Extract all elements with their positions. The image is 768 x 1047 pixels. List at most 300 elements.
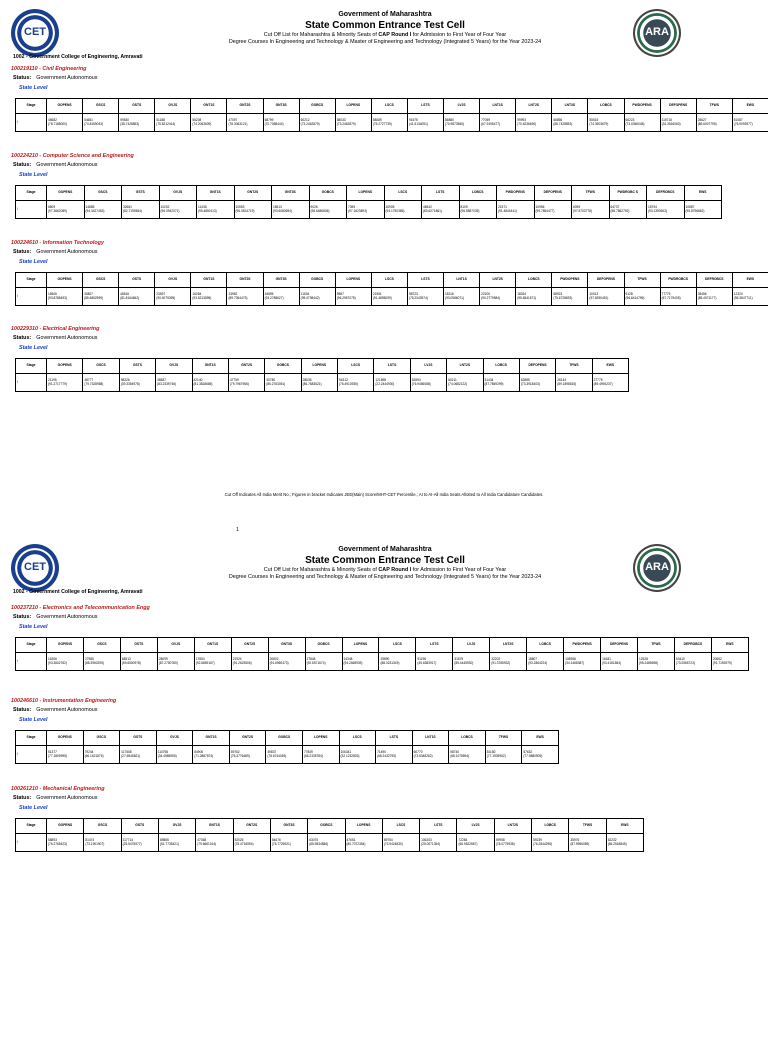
merit-number: 54312 [339, 379, 372, 383]
category-header: GNT2S [228, 359, 264, 374]
merit-number: 7359 [348, 206, 383, 210]
category-header: GNT1S [193, 731, 230, 746]
category-header: GSTS [120, 638, 157, 653]
cutoff-cell [156, 374, 192, 392]
cutoff-cell [339, 746, 376, 764]
percentile: (66.9522587) [458, 843, 492, 847]
category-header: DEFOPENS [601, 638, 638, 653]
merit-number: 38587 [157, 379, 190, 383]
percentile: (25.5475977) [123, 843, 157, 847]
percentile: (91.2717779) [48, 383, 81, 387]
cutoff-cell [83, 114, 119, 132]
cutoff-cell [490, 653, 527, 671]
cutoff-cell [335, 114, 371, 132]
percentile: (73.1901907) [85, 843, 119, 847]
percentile: (79.7328958) [84, 383, 117, 387]
cutoff-cell [308, 834, 345, 852]
cutoff-cell [309, 201, 347, 219]
merit-number: 46542 [423, 206, 458, 210]
percentile: (65.9834586) [309, 843, 343, 847]
course-title: 100219110 - Civil Engineering [11, 66, 86, 72]
merit-number: 21195 [48, 379, 81, 383]
category-header: GNT1S [194, 638, 231, 653]
cutoff-cell [624, 288, 660, 306]
category-header: GNT3S [263, 99, 299, 114]
merit-number: 10887 [686, 206, 721, 210]
cutoff-cell [534, 201, 572, 219]
merit-number: 51180 [487, 751, 521, 755]
merit-number: 117714 [123, 839, 157, 843]
cutoff-cell [157, 653, 194, 671]
cutoff-cell [159, 201, 197, 219]
percentile: (92.6859167) [196, 662, 230, 666]
percentile: (95.3847711) [734, 297, 767, 301]
category-header: LOBCS [449, 731, 486, 746]
category-header: GNT2S [233, 819, 270, 834]
category-header: GOBCS [266, 731, 303, 746]
category-header: GNT2S [229, 731, 266, 746]
category-header: GNT3S [270, 819, 307, 834]
cutoff-cell [660, 288, 696, 306]
course-title: 100224210 - Computer Science and Engineering [11, 153, 134, 159]
cutoff-cell [47, 653, 84, 671]
percentile: (95.8796862) [686, 210, 721, 214]
cutoff-cell [379, 653, 416, 671]
status-value: Government Autonomous [36, 707, 97, 713]
merit-number: 11634 [301, 293, 334, 297]
category-header: GOBCS [308, 819, 345, 834]
category-header: LOPENS [335, 273, 371, 288]
cutoff-cell [457, 834, 494, 852]
cutoff-cell [684, 201, 722, 219]
category-header: LSCS [339, 731, 376, 746]
course-status [13, 707, 97, 713]
cutoff-cell [156, 746, 193, 764]
category-header: TFWS [572, 186, 610, 201]
status-label: Status: [13, 335, 31, 341]
cutoff-cell [83, 374, 119, 392]
merit-number: 25890 [380, 658, 414, 662]
cutoff-cell [47, 746, 84, 764]
merit-number: 106341 [341, 751, 375, 755]
category-header: LOBCS [459, 186, 497, 201]
percentile: (76.2765423) [48, 843, 82, 847]
cet-logo-icon: CET [11, 9, 59, 57]
percentile: (94.1750385) [386, 210, 421, 214]
cutoff-cell [342, 653, 379, 671]
cutoff-cell [569, 834, 606, 852]
percentile: (86.7683621) [303, 383, 336, 387]
cutoff-cell [299, 288, 335, 306]
cutoff-cell [155, 288, 191, 306]
merit-number: 60212 [301, 119, 334, 123]
course-status [13, 335, 97, 341]
footnote: Cut Off Indicates All India Merit No.; Figures in bracket Indicates JEE(Main) Score/MHT-CET Percentile.; AI to AI-All India Seats Allotted to All India Candidature Candidates. [0, 492, 768, 497]
merit-number: 47759 [230, 379, 263, 383]
category-header: GNT2S [227, 99, 263, 114]
cutoff-cell [494, 834, 531, 852]
cutoff-cell [84, 834, 121, 852]
merit-number: 71490 [377, 751, 411, 755]
percentile: (73.5348262) [414, 755, 448, 759]
cutoff-cell [231, 653, 268, 671]
status-value: Government Autonomous [36, 795, 97, 801]
category-header: LNT1S [480, 99, 516, 114]
cell-title: State Common Entrance Test Cell [120, 555, 650, 566]
cutoff-cell [302, 746, 339, 764]
percentile: (85.4862599) [84, 297, 117, 301]
ara-logo-icon: ARA [633, 544, 681, 592]
category-header: GOBCS [305, 638, 342, 653]
percentile: (75.6728693) [553, 297, 586, 301]
cutoff-cell [227, 288, 263, 306]
category-header: LNT2S [516, 99, 552, 114]
percentile: (93.2788627) [265, 297, 298, 301]
merit-number: 28636 [303, 379, 336, 383]
cutoff-cell [624, 114, 660, 132]
category-header: GSCS [83, 359, 119, 374]
cutoff-cell [84, 201, 122, 219]
category-header: PWDROBC S [609, 186, 647, 201]
merit-number: 15506 [48, 293, 81, 297]
category-header: LSTS [407, 99, 443, 114]
percentile: (96.6486836) [311, 210, 346, 214]
percentile: (89.6007795) [698, 123, 731, 127]
merit-number: 91575 [409, 119, 442, 123]
merit-number: 18807 [528, 658, 562, 662]
merit-number: 62232 [608, 839, 642, 843]
table-header-row [16, 731, 559, 746]
cutoff-cell [301, 374, 337, 392]
merit-number: 35456 [698, 293, 731, 297]
course-level: State Level [19, 172, 47, 178]
merit-number: 57632 [523, 751, 557, 755]
cutoff-cell [338, 374, 374, 392]
cutoff-cell [119, 374, 155, 392]
category-header: TFWS [485, 731, 522, 746]
cutoff-cell [483, 374, 519, 392]
merit-number: 16905 [386, 206, 421, 210]
cutoff-cell [155, 114, 191, 132]
course-status [13, 249, 97, 255]
cutoff-cell [121, 834, 158, 852]
percentile: (77.1809995) [48, 755, 82, 759]
percentile: (25.0071354) [421, 843, 455, 847]
merit-number: 77059 [481, 119, 514, 123]
cutoff-cell [572, 201, 610, 219]
percentile: (91.4844441) [498, 210, 533, 214]
percentile: (66.1621876) [85, 755, 119, 759]
merit-number: 26144 [557, 379, 590, 383]
cutoff-cell [601, 653, 638, 671]
percentile: (96.8587035) [461, 210, 496, 214]
percentile: (67.7175405) [662, 297, 695, 301]
merit-number: 99993 [517, 119, 550, 123]
status-value: Government Autonomous [36, 162, 97, 168]
percentile: (39.3354978) [121, 383, 154, 387]
cutoff-cell [497, 201, 535, 219]
merit-number: 63075 [309, 839, 343, 843]
merit-number: 77775 [662, 293, 695, 297]
merit-number: 117508 [121, 751, 155, 755]
course-title: 100229310 - Electrical Engineering [11, 326, 99, 332]
merit-number: 108958 [565, 658, 599, 662]
category-header: GNT3S [272, 186, 310, 201]
percentile: (38.7428853) [120, 123, 153, 127]
merit-number: 54676 [272, 839, 306, 843]
stage-value: I [16, 653, 47, 671]
cutoff-cell [47, 114, 83, 132]
cutoff-cell [382, 834, 419, 852]
percentile: (81.8164662) [120, 297, 153, 301]
category-header: LOPENS [301, 359, 337, 374]
percentile: (96.6414796) [626, 297, 659, 301]
category-header: GNT2S [234, 186, 272, 201]
merit-number: 9128 [626, 293, 659, 297]
category-header: GVJS [157, 638, 194, 653]
merit-number: 68513 [122, 658, 156, 662]
percentile: (78.7188000) [48, 123, 81, 127]
category-header: EWS [522, 731, 559, 746]
course-level: State Level [19, 85, 47, 91]
stage-header: Stage [16, 819, 47, 834]
cutoff-cell [122, 201, 160, 219]
percentile: (73.9424830) [384, 843, 418, 847]
category-header: GSTS [119, 359, 155, 374]
percentile: (93.5213895) [192, 297, 225, 301]
percentile: (71.2887874) [194, 755, 228, 759]
merit-number: 79244 [85, 751, 119, 755]
category-header: LSTS [416, 638, 453, 653]
cutoff-cell [268, 653, 305, 671]
percentile: (93.8788493) [48, 297, 81, 301]
cutoff-table [15, 637, 749, 671]
percentile: (76.4913935) [339, 383, 372, 387]
merit-number: 28099 [159, 658, 193, 662]
category-header: GNT1S [192, 359, 228, 374]
category-header: EWS [732, 273, 768, 288]
percentile: (74.3503679) [589, 123, 622, 127]
percentile: (22.2444930) [375, 383, 408, 387]
merit-number: 16306 [48, 658, 82, 662]
percentile: (95.2485698) [639, 662, 673, 666]
category-header: LVJS [457, 819, 494, 834]
percentile: (77.1905952) [487, 755, 521, 759]
merit-number: 52026 [235, 839, 269, 843]
table-header-row [16, 819, 644, 834]
merit-number: 48516 [120, 293, 153, 297]
cutoff-cell [345, 834, 382, 852]
cutoff-cell [516, 288, 552, 306]
percentile: (87.7859299) [485, 383, 518, 387]
cutoff-cell [660, 114, 696, 132]
category-header: GVJS [159, 186, 197, 201]
category-header: GSCS [83, 731, 120, 746]
merit-number: 20662 [713, 658, 747, 662]
category-header: GSTS [119, 273, 155, 288]
stage-value: I [16, 288, 47, 306]
category-header: EWS [592, 359, 628, 374]
cutoff-cell [696, 288, 732, 306]
cutoff-cell [407, 114, 443, 132]
course-level: State Level [19, 805, 47, 811]
category-header: LOPENS [345, 819, 382, 834]
merit-number: 91196 [417, 658, 451, 662]
percentile: (93.4161584) [602, 662, 636, 666]
cutoff-cell [588, 288, 624, 306]
cutoff-table [15, 818, 644, 852]
stage-value: I [16, 374, 47, 392]
merit-number: 58033 [337, 119, 370, 123]
merit-number: 60211 [448, 379, 481, 383]
cutoff-cell [552, 288, 588, 306]
category-header: GSCS [84, 186, 122, 201]
merit-number: 89754 [384, 839, 418, 843]
merit-number: 23952 [228, 293, 261, 297]
merit-number: 106203 [421, 839, 455, 843]
cutoff-cell [265, 374, 301, 392]
category-header: GVJS [155, 99, 191, 114]
category-header: LSCS [379, 638, 416, 653]
category-header: LNT1S [444, 273, 480, 288]
cutoff-cell [233, 834, 270, 852]
cutoff-cell [191, 288, 227, 306]
merit-number: 77849 [304, 751, 338, 755]
cutoff-cell [412, 746, 449, 764]
merit-number: 25627 [698, 119, 731, 123]
merit-number: 17854 [196, 658, 230, 662]
table-header-row [16, 638, 749, 653]
merit-number: 58923 [553, 293, 586, 297]
merit-number: 16284 [192, 293, 225, 297]
cutoff-cell [335, 288, 371, 306]
category-header: GSTS [122, 186, 160, 201]
cutoff-cell [197, 201, 235, 219]
percentile: (80.6271861) [423, 210, 458, 214]
status-value: Government Autonomous [36, 614, 97, 620]
percentile: (76.9456088) [412, 383, 445, 387]
merit-number: 18116 [445, 293, 478, 297]
percentile: (91.7193979) [713, 662, 747, 666]
merit-number: 10013 [589, 293, 622, 297]
cutoff-cell [196, 834, 233, 852]
cutoff-cell [228, 374, 264, 392]
percentile: (93.1390603) [648, 210, 683, 214]
cutoff-cell [371, 288, 407, 306]
category-header: GNT1S [196, 819, 233, 834]
cutoff-cell [592, 374, 628, 392]
percentile: (96.0942071) [161, 210, 196, 214]
merit-number: 63410 [676, 658, 710, 662]
merit-number: 21924 [233, 658, 267, 662]
category-header: GNT3S [263, 273, 299, 288]
category-header: GOBCS [309, 186, 347, 201]
percentile: (68.7428853) [553, 123, 586, 127]
percentile: (95.6541571) [517, 297, 550, 301]
category-header: LSTS [420, 819, 457, 834]
category-header: PWDOPENS [552, 273, 588, 288]
cutoff-cell [480, 114, 516, 132]
category-header: GOBCS [265, 359, 301, 374]
cutoff-cell [192, 374, 228, 392]
table-row [16, 653, 749, 671]
category-header: GNT1S [197, 186, 235, 201]
merit-number: 49837 [267, 751, 301, 755]
merit-number: 60770 [414, 751, 448, 755]
course-status [13, 795, 97, 801]
category-header: EWS [711, 638, 748, 653]
category-header: PWDOPENS [564, 638, 601, 653]
cutoff-cell [444, 114, 480, 132]
cutoff-cell [516, 114, 552, 132]
percentile: (74.8169043) [84, 123, 117, 127]
percentile: (86.2763051) [266, 383, 299, 387]
category-header: LSTS [407, 273, 443, 288]
category-header: GVJS [155, 273, 191, 288]
category-header: GOBCS [299, 99, 335, 114]
category-header: LOBCS [516, 273, 552, 288]
cutoff-cell [83, 746, 120, 764]
cutoff-cell [527, 653, 564, 671]
cutoff-cell [384, 201, 422, 219]
category-header: TFWS [638, 638, 675, 653]
category-header: EWS [606, 819, 643, 834]
merit-number: 72284 [458, 839, 492, 843]
merit-number: 47368 [197, 839, 231, 843]
merit-number: 47651 [347, 839, 381, 843]
category-header: EWS [732, 99, 768, 114]
category-header: GOPENS [47, 819, 84, 834]
status-label: Status: [13, 162, 31, 168]
table-row [16, 288, 768, 306]
category-header: LNT2S [494, 819, 531, 834]
cutoff-cell [299, 114, 335, 132]
cutoff-cell [480, 288, 516, 306]
cutoff-cell [371, 114, 407, 132]
percentile: (93.6080694) [273, 210, 308, 214]
merit-number: 89855 [160, 839, 194, 843]
merit-number: 12324 [734, 293, 767, 297]
percentile: (82.7199554) [123, 210, 158, 214]
course-title: 100261210 - Mechanical Engineering [11, 786, 104, 792]
category-header: TFWS [556, 359, 592, 374]
percentile: (87.2750780) [159, 662, 193, 666]
category-header: LSCS [371, 273, 407, 288]
table-header-row [16, 99, 768, 114]
cutoff-cell [347, 201, 385, 219]
table-header-row [16, 186, 722, 201]
table-header-row [16, 273, 768, 288]
cutoff-cell [227, 114, 263, 132]
cutoff-cell [410, 374, 446, 392]
percentile: (89.1898815) [557, 383, 590, 387]
category-header: LSCS [338, 359, 374, 374]
cutoff-cell [485, 746, 522, 764]
percentile: (75.2043974) [409, 297, 442, 301]
percentile: (78.0779938) [496, 843, 530, 847]
cutoff-cell [459, 201, 497, 219]
category-header: LOBCS [483, 359, 519, 374]
cutoff-cell [711, 653, 748, 671]
cutoff-table [15, 730, 559, 764]
category-header: GOPENS [47, 99, 83, 114]
percentile: (88.3231349) [380, 662, 414, 666]
category-header: LVJS [453, 638, 490, 653]
cutoff-cell [447, 374, 483, 392]
merit-number: 32681 [123, 206, 158, 210]
table-row [16, 746, 559, 764]
cutoff-cell [376, 746, 413, 764]
